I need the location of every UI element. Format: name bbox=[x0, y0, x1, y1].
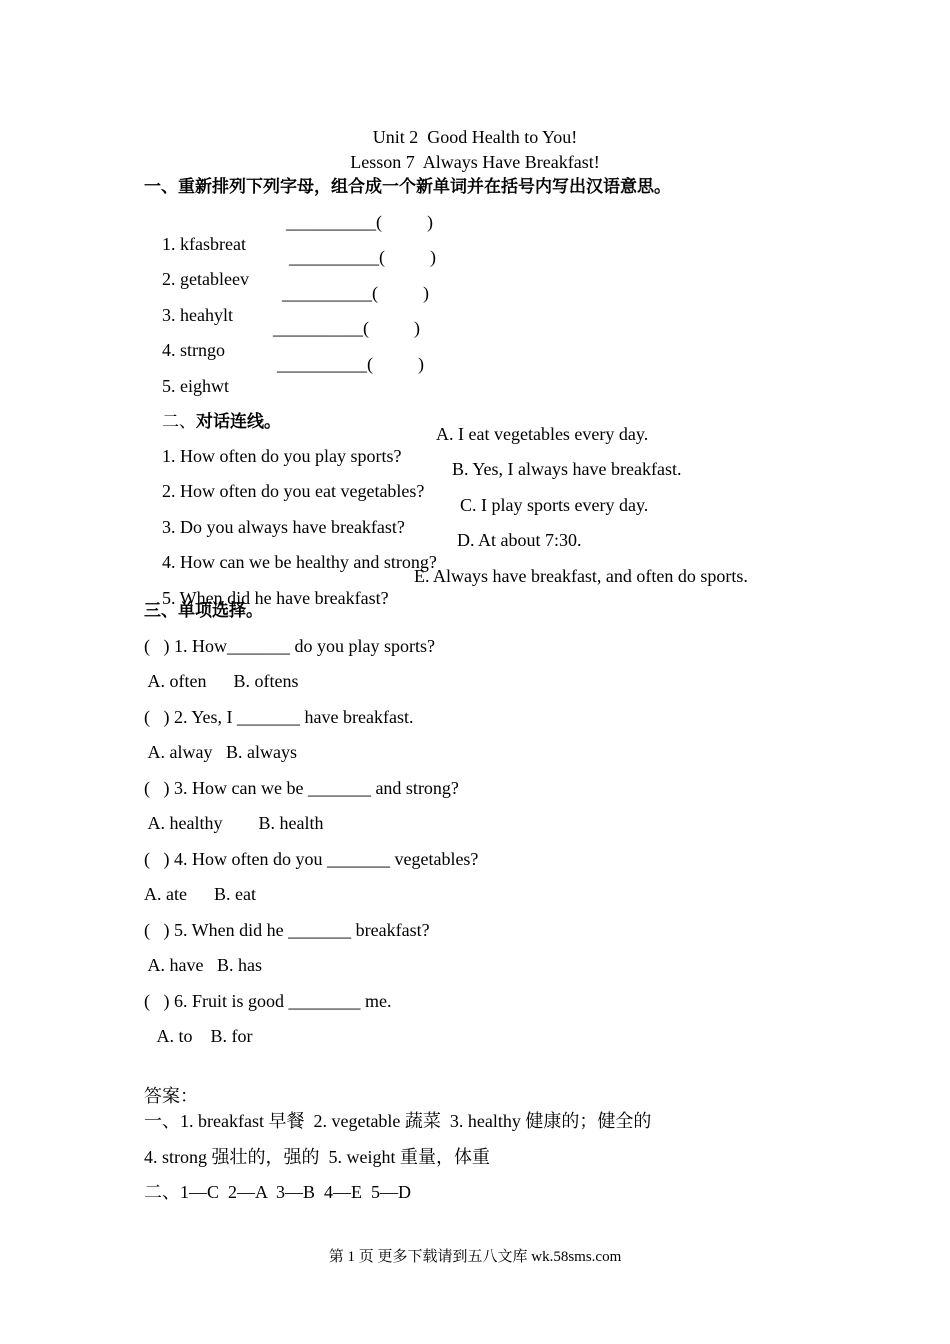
s3-question: ( ) 4. How often do you _______ vegetables? bbox=[144, 849, 479, 869]
s1-blank: __________( ) bbox=[289, 247, 436, 267]
s3-options: A. to B. for bbox=[144, 1026, 253, 1046]
answers-label: 答案： bbox=[144, 1086, 198, 1106]
s1-word: 4. strngo bbox=[162, 340, 225, 360]
s1-blank: __________( ) bbox=[277, 354, 424, 374]
s3-options: A. often B. oftens bbox=[144, 671, 299, 691]
s3-question: ( ) 2. Yes, I _______ have breakfast. bbox=[144, 707, 414, 727]
section2-title: 对话连线。 bbox=[196, 412, 281, 432]
s2-question: 3. Do you always have breakfast? bbox=[162, 517, 405, 537]
section2-prefix: 二、 bbox=[162, 412, 196, 432]
s2-answer: E. Always have breakfast, and often do sports. bbox=[414, 566, 748, 586]
s1-word: 5. eighwt bbox=[162, 376, 229, 396]
s2-question: 1. How often do you play sports? bbox=[162, 446, 402, 466]
s3-question: ( ) 1. How_______ do you play sports? bbox=[144, 636, 435, 656]
s2-answer: B. Yes, I always have breakfast. bbox=[452, 459, 682, 479]
s3-options: A. ate B. eat bbox=[144, 884, 256, 904]
page-footer: 第 1 页 更多下载请到五八文库 wk.58sms.com bbox=[328, 1249, 622, 1265]
s3-options: A. healthy B. health bbox=[144, 813, 324, 833]
s1-word: 2. getableev bbox=[162, 269, 249, 289]
unit-title: Unit 2 Good Health to You! bbox=[372, 127, 578, 147]
s3-options: A. have B. has bbox=[144, 955, 262, 975]
s1-word: 1. kfasbreat bbox=[162, 234, 246, 254]
answers-line3: 二、1—C 2—A 3—B 4—E 5—D bbox=[144, 1182, 412, 1202]
s2-question: 2. How often do you eat vegetables? bbox=[162, 481, 425, 501]
s3-question: ( ) 3. How can we be _______ and strong? bbox=[144, 778, 459, 798]
s3-options: A. alway B. always bbox=[144, 742, 297, 762]
lesson-title: Lesson 7 Always Have Breakfast! bbox=[350, 152, 600, 172]
s2-question: 4. How can we be healthy and strong? bbox=[162, 552, 437, 572]
s1-word: 3. heahylt bbox=[162, 305, 233, 325]
s2-question: 5. When did he have breakfast? bbox=[162, 588, 389, 608]
s1-blank: __________( ) bbox=[286, 212, 433, 232]
section3-heading: 三、单项选择。 bbox=[144, 601, 263, 621]
answers-line2: 4. strong 强壮的，强的 5. weight 重量，体重 bbox=[144, 1147, 490, 1167]
s2-answer: A. I eat vegetables every day. bbox=[436, 424, 649, 444]
s2-answer: C. I play sports every day. bbox=[460, 495, 649, 515]
s3-question: ( ) 5. When did he _______ breakfast? bbox=[144, 920, 430, 940]
s3-question: ( ) 6. Fruit is good ________ me. bbox=[144, 991, 392, 1011]
s2-answer: D. At about 7:30. bbox=[457, 530, 582, 550]
s1-blank: __________( ) bbox=[273, 318, 420, 338]
section1-heading: 一、重新排列下列字母，组合成一个新单词并在括号内写出汉语意思。 bbox=[144, 177, 671, 197]
s1-blank: __________( ) bbox=[282, 283, 429, 303]
answers-line1: 一、1. breakfast 早餐 2. vegetable 蔬菜 3. healthy 健康的；健全的 bbox=[144, 1111, 652, 1131]
